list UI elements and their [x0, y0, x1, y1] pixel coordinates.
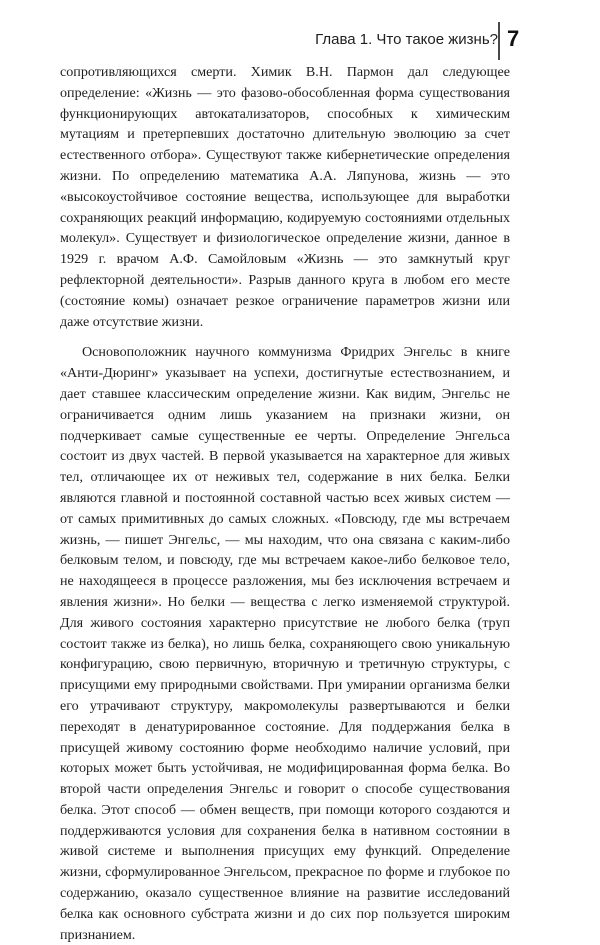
body-paragraph-2: Основоположник научного коммунизма Фридрих Энгельс в книге «Анти-Дюринг» указывает на успехи, достигнутые естествознанием, и дает ставшее классическим определение жизни. Как видим, Энгельс не ограничивается одним лишь указанием на признаки жизни, он подчеркивает самые существенные ее черты. Определение Энгельса состоит из двух частей. В первой указывается на характерное для живых тел, отличающее их от неживых тел, содержание в них белка. Белки являются главной и постоянной составной частью всех живых систем — от самых примитивных до самых сложных. «Повсюду, где мы встречаем жизнь, — пишет Энгельс, — мы находим, что она связана с каким-либо белковым телом, и повсюду, где мы встречаем какое-либо белковое тело, не находящееся в процессе разложения, мы без исключения встречаем и явления жизни». Но белки — вещества с легко изменяемой структурой. Для живого состояния характерно присутствие не любого белка (труп состоит также из белка), но лишь белка, сохраняющего свою уникальную конфигурацию, свою первичную, вторичную и третичную структуры, с присущими ему природными свойствами. При умирании организма белки его утрачивают структуру, макромолекулы развертываются и белки переходят в денатурированное состояние. Для поддержания белка в присущей живому состоянию форме необходимо наличие условий, при которых может быть устойчивая, не модифицированная форма белка. Во второй части определения Энгельс и говорит о способе существования белка. Этот способ — обмен веществ, при помощи которого создаются и поддерживаются условия для сохранения белка в нативном состоянии в живой системе и выполнения присущих ему функций. Определение жизни, сформулированное Энгельсом, прекрасное по форме и глубокое по содержанию, оказало существенное влияние на развитие исследований белка как основного субстрата жизни и до сих пор пользуется широким признанием.	[60, 344, 510, 943]
header-divider	[498, 22, 500, 60]
running-header	[0, 20, 600, 62]
page-body	[60, 62, 510, 945]
page-number: 7	[507, 26, 520, 51]
body-paragraph-1: сопротивляющихся смерти. Химик В.Н. Пармон дал следующее определение: «Жизнь — это фазово-обособленная форма существования функционирующих автокатализаторов, способных к химическим мутациям и претерпевших достаточно длительную эволюцию за счет естественного отбора». Существуют также кибернетические определения жизни. По определению математика А.А. Ляпунова, жизнь — это «высокоустойчивое состояние вещества, использующее для выработки сохраняющих реакций информацию, кодируемую состояниями отдельных молекул». Существует и физиологическое определение жизни, данное в 1929 г. врачом А.Ф. Самойловым «Жизнь — это замкнутый круг рефлекторной деятельности». Разрыв данного круга в любом его месте (состояние комы) означает резкое ограничение параметров жизни или даже отсутствие жизни.	[60, 64, 510, 330]
chapter-title: Глава 1. Что такое жизнь?	[315, 31, 498, 48]
